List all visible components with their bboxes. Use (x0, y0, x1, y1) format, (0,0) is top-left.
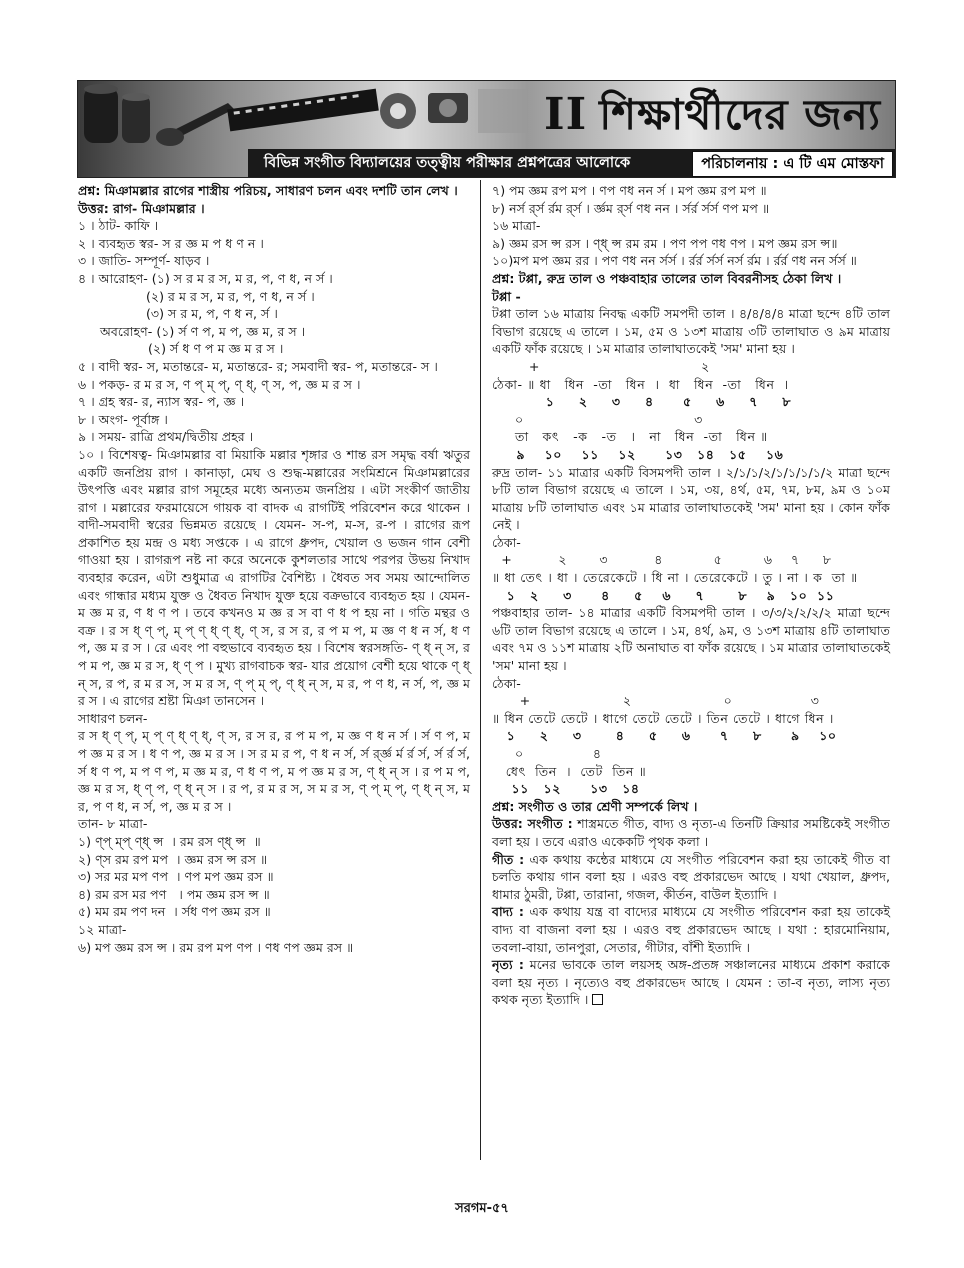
jati-line: ৩ । জাতি- সম্পূর্ণ- ষাড়ব । (78, 253, 210, 269)
tappa-numbers-2: ৯ ১০ ১১ ১২ ১৩ ১৪ ১৫ ১৬ (492, 446, 784, 462)
sangeet-label: উত্তর: সংগীত : (492, 816, 573, 832)
tan-5: ৫) মম রম পণ দন । র্সধ ণপ জ্ঞম রস ॥ (78, 904, 271, 920)
panchbahar-description: পঞ্চবাহার তাল- ১৪ মাত্রার একটি বিসমপদী তাল । ৩/৩/২/২/২/২ মাত্রা ছন্দে ৬টি তাল বিভাগ রয়েছে এ তালে । ১ম, ৪র্থ, ৯ম, ও ১৩শ মাত্রায় ৪টি তালাঘাত এবং ৭ম ও ১১শ মাত্রায় ২টি অনাঘাত বা ফাঁক রয়েছে । ১ম মাত্রার তালাঘাতকেই 'সম' মানা হয় । (492, 605, 890, 674)
pakad-line: ৬ । পকড়- র ম র স, ণ প্ ম্ প্, ণ্ ধ্, ণ্ স, প, জ্ঞ ম র স । (78, 376, 361, 392)
panchbahar-theka-1: ॥ ধিন তেটে তেটে । ধাগে তেটে তেটে । তিন তেটে । ধাগে ধিন । (492, 710, 834, 726)
geet-text: এক কথায় কন্ঠের মাধ্যমে যে সংগীত পরিবেশন করা হয় তাকেই গীত বা চলতি কথায় গান বলা হয় । এরও বহু প্রকারভেদ আছে । যথা খেয়াল, ধ্রুপদ, ধামার ঠুমরী, টপ্পা, তারানা, গজল, কীর্তন, বাউল ইত্যাদি । (492, 851, 890, 902)
left-column (78, 182, 470, 956)
sangeet-text: শাস্ত্রমতে গীত, বাদ্য ও নৃত্য-এ তিনটি ক্রিয়ার সমষ্টিকেই সংগীত বলা হয় । তবে এরাও একেকটি পৃথক কলা । (492, 816, 890, 849)
end-square-icon (592, 994, 603, 1005)
graha-line: ৭ । গ্রহ স্বর- র, ন্যাস স্বর- প, জ্ঞ । (78, 394, 245, 410)
rudra-marks: + ২ ৩ ৪ ৫ ৬ ৭ ৮ (492, 552, 832, 568)
question-2: প্রশ্ন: টপ্পা, রুদ্র তাল ও পঞ্চবাহার তালের তাল বিবরনীসহ ঠেকা লিখ । (492, 270, 842, 286)
question-1: প্রশ্ন: মিঞামল্লার রাগের শাস্ত্রীয় পরিচয়, সাধারণ চলন এবং দশটি তান লেখ । (78, 183, 458, 198)
swar-line: ২ । ব্যবহৃত স্বর- স র জ্ঞ ম প ধ ণ ন । (78, 235, 264, 251)
rudra-theka: ॥ ধা তেৎ । ধা । তেরেকেটে । ধি না । তেরেকেটে । তু । না । ক তা ॥ (492, 570, 858, 586)
sangeet-answer (492, 815, 890, 850)
banner-bars: II (544, 89, 588, 140)
avaroha-line-1: অবরোহণ- (১) র্স ণ প, ম প, জ্ঞ ম, র স । (100, 323, 306, 339)
geet-paragraph (492, 851, 890, 904)
nritya-text: মনের ভাবকে তাল লয়সহ অঙ্গ-প্রতঙ্গ সঞ্চালনের মাধ্যমে প্রকাশ করাকে বলা হয় নৃত্য । নৃত্যেও বহু প্রকারভেদ আছে । যেমন : তা-ব নৃত্য, লাস্য নৃত্য কথক নৃত্য ইত্যাদি । (492, 957, 890, 1008)
music-collage-image (78, 81, 538, 151)
thaat-line: ১ । ঠাট- কাফি । (78, 218, 159, 234)
rudra-theka-heading: ঠেকা- (492, 534, 521, 550)
tappa-marks-2: ০ ৩ (492, 411, 703, 427)
nritya-paragraph (492, 956, 890, 1009)
banner-subtitle: বিভিন্ন সংগীত বিদ্যালয়ের তত্ত্বীয় পরীক্ষার প্রশ্নপত্রের আলোকে (264, 155, 631, 171)
tan-2: ২) ণ্স রম রপ মপ । জ্ঞম রস ন্স রস ॥ (78, 851, 268, 867)
question-3: প্রশ্ন: সংগীত ও তার শ্রেণী সম্পর্কে লিখ । (492, 798, 698, 814)
tappa-theka-1: ঠেকা- ॥ ধা ধিন -তা ধিন । ধা ধিন -তা ধিন । (492, 376, 789, 392)
tan-3: ৩) সর মর মপ ণপ । ণপ মপ জ্ঞম রস ॥ (78, 869, 274, 885)
aroha-line-1: ৪ । আরোহণ- (১) স র ম র স, ম র, প, ণ ধ, ন র্স । (78, 270, 333, 286)
page-footer: সরগম-৫৭ (455, 1201, 509, 1216)
tan-7: ৭) পম জ্ঞম রপ মপ । ণপ ণধ নন র্স । মপ জ্ঞম রপ মপ ॥ (492, 183, 767, 198)
panchbahar-numbers-2: ১১ ১২ ১৩ ১৪ (492, 781, 640, 797)
tan-10: ১০)মপ মপ জ্ঞম রর । পণ ণধ নন র্সর্স । র্রর্র র্সর্স নর্স র্রম । র্রর্র ণধ নন র্সর্স ॥ (492, 253, 857, 269)
banner-title (544, 85, 881, 145)
aroha-line-2: (২) র ম র স, ম র, প, ণ ধ, ন র্স । (146, 288, 315, 304)
tan-9: ৯) জ্ঞম রস ন্স রস । ণ্ধ্ ন্স রম রম । পণ পপ ণধ ণপ । মপ জ্ঞম রস ন্স॥ (492, 235, 838, 251)
tan-6: ৬) মপ জ্ঞম রস ন্স । রম রপ মপ ণপ । ণধ ণপ জ্ঞম রস ॥ (78, 939, 354, 955)
rudra-description: রুদ্র তাল- ১১ মাত্রার একটি বিসমপদী তাল । ২/১/১/২/১/১/১/১/২ মাত্রা ছন্দে ৮টি তাল বিভাগ রয়েছে এ তালে । ১ম, ৩য়, ৪র্থ, ৫ম, ৭ম, ৮ম, ৯ম ও ১০ম মাত্রায় ৮টি তালাঘাত এবং ১ম মাত্রার তালাঘাতকেই 'সম' মানা হয় । কোন ফাঁক নেই । (492, 464, 890, 533)
badya-text: এক কথায় যন্ত্র বা বাদ্যের মাধ্যমে যে সংগীত পরিবেশন করা হয় তাকেই বাদ্য বা বাজনা বলা হয় । এরও বহু প্রকারভেদ আছে । যথা : হারমোনিয়াম, তবলা-বায়া, তানপুরা, সেতার, গীটার, বাঁশী ইত্যাদি । (492, 904, 890, 955)
banner-title-text: শিক্ষার্থীদের জন্য (599, 90, 881, 139)
panchbahar-numbers-1: ১ ২ ৩ ৪ ৫ ৬ ৭ ৮ ৯ ১০ (492, 728, 837, 744)
tappa-theka-2: তা কৎ -ক -ত । না ধিন -তা ধিন ॥ (492, 429, 768, 445)
tappa-marks-1: + ২ (492, 358, 710, 374)
panchbahar-marks-1: + ২ ০ ৩ (492, 693, 820, 709)
avaroha-line-2: (২) র্স ধ ণ প ম জ্ঞ ম র স । (148, 341, 284, 357)
vadi-line: ৫ । বাদী স্বর- স, মতান্তরে- ম, মতান্তরে- র; সমবাদী স্বর- প, মতান্তরে- স । (78, 358, 438, 374)
panchbahar-theka-heading: ঠেকা- (492, 675, 521, 691)
chalan-paragraph: র স ধ্ ণ্ প্, ম্ প্ ণ্ ধ্ ণ্ ধ্, ণ্ স, র স র, র প ম প, ম জ্ঞ ণ ধ ন র্স । র্স ণ প, ম প জ্ঞ ম র স । ধ ণ প, জ্ঞ ম র স । স র ম র প, ণ ধ ন র্স, র্স র্র্জ্ঞ র্ম র্র র্স, র্স র্র র্স, র্স ধ ণ প, ম প ণ প, ম জ্ঞ ম র, ণ ধ ণ প, ম প জ্ঞ ম র স, ণ্ ধ্ ন্ স । র প ম প, জ্ঞ ম র স, ধ্ ণ্ প, ণ্ ধ্ ন্ স । র প, র ম র স, স ম র স, ণ্ প্ ম্ প্, ণ্ ধ্ ন্ স, ম র, প ণ ধ, ন র্স, প, জ্ঞ ম র স । (78, 728, 470, 814)
header-banner (77, 80, 896, 178)
badya-label: বাদ্য : (492, 904, 524, 920)
tan-1: ১) ণ্প্ ম্প্ ণ্ধ্ ন্স । রম রস ণ্ধ্ ন্স ॥ (78, 833, 261, 849)
anga-line: ৮ । অংগ- পূর্বাঙ্গ । (78, 411, 168, 427)
badya-paragraph (492, 903, 890, 956)
nritya-label: নৃত্য : (492, 957, 524, 973)
editor-credit: পরিচালনায় : এ টি এম মোস্তফা (692, 151, 893, 177)
tappa-heading: টপ্পা - (492, 288, 521, 304)
answer-heading: উত্তর: রাগ- মিঞামল্লার । (78, 200, 205, 216)
geet-label: গীত : (492, 851, 525, 867)
tan8-heading: তান- ৮ মাত্রা- (78, 816, 148, 832)
tappa-numbers-1: ১ ২ ৩ ৪ ৫ ৬ ৭ ৮ (492, 394, 792, 410)
aroha-line-3: (৩) স র ম, প, ণ ধ ন, র্স । (146, 306, 278, 322)
tappa-description: টপ্পা তাল ১৬ মাত্রায় নিবদ্ধ একটি সমপদী তাল । ৪/৪/৪/৪ মাত্রা ছন্দে ৪টি তাল বিভাগ রয়েছে এ তালে । ১ম, ৫ম ও ১৩শ মাত্রায় ৩টি তালাঘাত ও ৯ম মাত্রায় একটি ফাঁক রয়েছে । ১ম মাত্রার তালাঘাতকেই 'সম' মানা হয় । (492, 306, 890, 357)
tan-8: ৮) নর্স র্র্স র্রম র্র্স । র্জ্ঞম র্র্স ণধ নন । র্সর্র র্সর্স ণপ মপ ॥ (492, 200, 770, 216)
tan12-heading: ১২ মাত্রা- (78, 921, 127, 937)
column-divider (480, 180, 481, 1160)
panchbahar-theka-2: ধেৎ তিন । তেট তিন ॥ (492, 763, 647, 779)
visheshatva-paragraph: ১০ । বিশেষত্ব- মিঞামল্লার বা মিয়াকি মল্লার শৃঙ্গার ও শান্ত রস সমৃদ্ধ বর্ষা ঋতুর একটি জনপ্রিয় রাগ । কানাড়া, মেঘ ও শুদ্ধ-মল্লারের সংমিশ্রনে মিঞামল্লারের উৎপত্তি এবং মল্লার রাগ সমূহের মধ্যে অন্যতম জনপ্রিয় । এটা সংকীর্ণ জাতীয় রাগ । মল্লারের ফরমায়েসে গায়ক বা বাদক এ রাগটিই পরিবেশন করে থাকেন । বাদী-সমবাদী স্বরের ভিন্নমত রয়েছে । যেমন- স-প, ম-স, র-প । রাগের রূপ প্রকাশিত হয় মন্দ্র ও মধ্য সপ্তকে । এ রাগে ধ্রুপদ, খেয়াল ও ভজন গান বেশী গাওয়া হয় । রাগরূপ নষ্ট না করে অনেকে কুশলতার সাথে পরপর উভয় নিখাদ ব্যবহার করেন, এটা শুধুমাত্র এ রাগটির বৈশিষ্ট্য । ধৈবত সব সময় আন্দোলিত এবং গান্ধার মধ্যম যুক্ত ও ধৈবত নিখাদ যুক্ত হয়ে বক্রভাবে ব্যবহৃত হয় । যেমন- ম জ্ঞ ম র, ণ ধ ণ প । তবে কখনও ম জ্ঞ র স বা ণ ধ প হয় না । গতি মন্থর ও বক্র । র স ধ্ ণ্ প্, ম্ প্ ণ্ ধ্ ণ্ ধ্, ণ্ স, র স র, র প ম প, ম জ্ঞ ণ ধ ন র্স, ধ ণ প, জ্ঞ ম র স । রে এবং পা বহুভাবে ব্যবহৃত হয় । বিশেষ স্বরসঙ্গতি- ণ্ ধ্ ন্ স, র প ম প, জ্ঞ ম র স, ধ্ ণ্ প । মুখ্য রাগবাচক স্বর- যার প্রয়োগ বেশী হয়ে থাকে ণ্ ধ্ ন্ স, র প, র ম র স, স ম র স, ণ্ প্ ম্ প্, ণ্ ধ্ ন্ স, ম র, প ণ ধ, ন র্স, প, জ্ঞ ম র স । এ রাগের শ্রষ্টা মিঞা তানসেন । (78, 446, 470, 709)
tan-4: ৪) রম রস মর পণ । পম জ্ঞম রস ন্স ॥ (78, 886, 270, 902)
chalan-heading: সাধারণ চলন- (78, 710, 148, 726)
rudra-numbers: ১ ২ ৩ ৪ ৫ ৬ ৭ ৮ ৯ ১০ ১১ (492, 587, 835, 603)
panchbahar-marks-2: ০ ৪ (492, 746, 602, 761)
tan16-heading: ১৬ মাত্রা- (492, 218, 541, 234)
samay-line: ৯ । সময়- রাত্রি প্রথম/দ্বিতীয় প্রহর । (78, 429, 254, 445)
right-column (492, 182, 890, 1009)
